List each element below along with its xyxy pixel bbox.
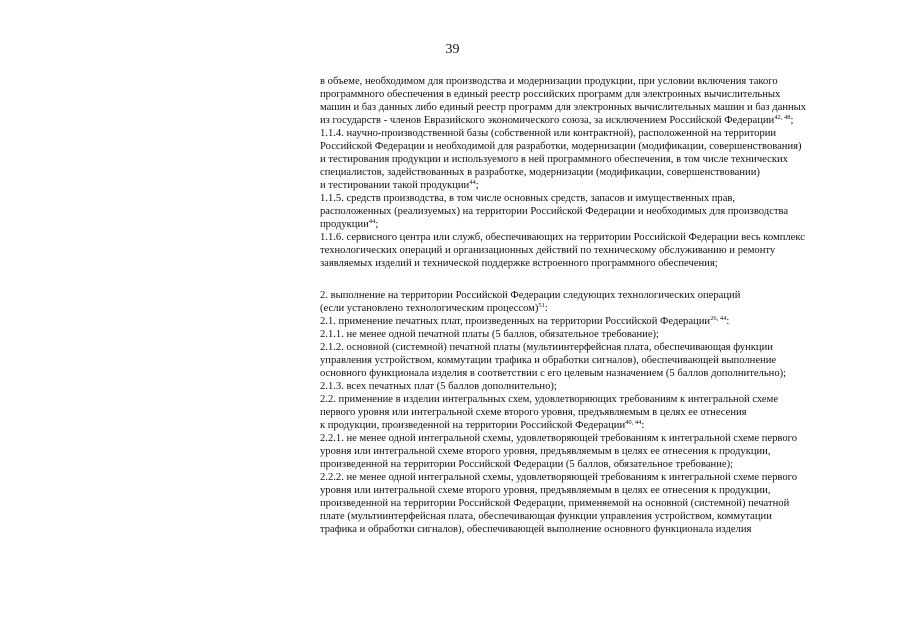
line-text: 2.2. применение в изделии интегральных схем, удовлетворяющих требованиям к интегральной схеме bbox=[320, 394, 779, 405]
line-text: расположенных (реализуемых) на территории Российской Федерации и необходимых для производства bbox=[320, 206, 789, 217]
line-text: уровня или интегральной схеме второго уровня, предъявляемым в целях ее отнесения к продукции, bbox=[320, 446, 771, 457]
document-body bbox=[320, 75, 880, 536]
line-text: машин и баз данных либо единый реестр программ для электронных вычислительных машин и баз данных bbox=[320, 102, 807, 113]
line-text: специалистов, задействованных в разработке, модернизации (модификации, совершенствовании) bbox=[320, 167, 760, 178]
text-line bbox=[320, 192, 880, 205]
line-text: Российской Федерации и необходимой для разработки, модернизации (модификации, совершенствования) bbox=[320, 141, 802, 152]
line-text: управления устройством, коммутации трафика и обработки сигналов), обеспечивающей выполнение bbox=[320, 355, 777, 366]
line-text: и тестирования продукции и используемого в ней программного обеспечения, в том числе технических bbox=[320, 154, 788, 165]
text-line bbox=[320, 231, 880, 244]
line-text: 2.1. применение печатных плат, произведенных на территории Российской Федерации bbox=[320, 316, 711, 327]
text-line bbox=[320, 153, 880, 166]
text-line bbox=[320, 88, 880, 101]
text-line bbox=[320, 205, 880, 218]
line-text: основного функционала изделия в соответствии с его целевым назначением (5 баллов дополнительно); bbox=[320, 368, 787, 379]
line-punctuation: : bbox=[544, 303, 548, 314]
line-text: 2.2.2. не менее одной интегральной схемы, удовлетворяющей требованиям к интегральной схеме первого bbox=[320, 472, 798, 483]
footnote-reference: 42, 48 bbox=[774, 114, 791, 121]
line-text: 2.1.3. всех печатных плат (5 баллов дополнительно); bbox=[320, 381, 557, 392]
line-text: заявляемых изделий и технической поддержке встроенного программного обеспечения; bbox=[320, 258, 718, 269]
text-line bbox=[320, 354, 880, 367]
text-line bbox=[320, 445, 880, 458]
text-line bbox=[320, 127, 880, 140]
text-line bbox=[320, 302, 880, 315]
footnote-reference: 44 bbox=[469, 179, 476, 186]
text-line bbox=[320, 166, 880, 179]
text-line bbox=[320, 328, 880, 341]
text-line bbox=[320, 140, 880, 153]
line-text: продукции bbox=[320, 219, 369, 230]
line-text: уровня или интегральной схеме второго уровня, предъявляемым в целях ее отнесения к продукции, bbox=[320, 485, 771, 496]
text-line bbox=[320, 510, 880, 523]
text-line bbox=[320, 367, 880, 380]
text-line bbox=[320, 244, 880, 257]
text-line bbox=[320, 497, 880, 510]
text-line bbox=[320, 432, 880, 445]
text-line bbox=[320, 75, 880, 88]
footnote-reference: 51 bbox=[538, 302, 545, 309]
line-text: плате (мультиинтерфейсная плата, обеспечивающая функции управления устройством, коммутации bbox=[320, 511, 772, 522]
line-text: технологических операций и организационных действий по техническому обслуживанию и ремонту bbox=[320, 245, 776, 256]
line-text: к продукции, произведенной на территории Российской Федерации bbox=[320, 420, 626, 431]
text-line bbox=[320, 471, 880, 484]
text-line bbox=[320, 101, 880, 114]
line-punctuation: ; bbox=[790, 115, 794, 126]
text-line bbox=[320, 289, 880, 302]
footnote-reference: 40, 44 bbox=[625, 419, 642, 426]
text-line bbox=[320, 114, 880, 127]
line-text: и тестировании такой продукции bbox=[320, 180, 470, 191]
line-text: произведенной на территории Российской Федерации, применяемой на основной (системной) печатной bbox=[320, 498, 790, 509]
text-line bbox=[320, 458, 880, 471]
line-text: трафика и обработки сигналов), обеспечивающей выполнение основного функционала изделия bbox=[320, 524, 752, 535]
paragraph-gap bbox=[320, 270, 880, 289]
line-text: 1.1.5. средств производства, в том числе основных средств, запасов и имущественных прав, bbox=[320, 193, 736, 204]
line-text: 1.1.6. сервисного центра или служб, обеспечивающих на территории Российской Федерации весь комплекс bbox=[320, 232, 805, 243]
text-line bbox=[320, 179, 880, 192]
line-text: (если установлено технологическим процессом) bbox=[320, 303, 539, 314]
text-line bbox=[320, 341, 880, 354]
footnote-reference: 26, 44 bbox=[710, 315, 727, 322]
line-punctuation: : bbox=[641, 420, 645, 431]
text-line bbox=[320, 218, 880, 231]
text-line bbox=[320, 484, 880, 497]
line-punctuation: ; bbox=[475, 180, 479, 191]
line-text: из государств - членов Евразийского экономического союза, за исключением Российской Федерации bbox=[320, 115, 775, 126]
line-punctuation: : bbox=[726, 316, 730, 327]
text-line bbox=[320, 257, 880, 270]
text-line bbox=[320, 380, 880, 393]
line-text: 2. выполнение на территории Российской Федерации следующих технологических операций bbox=[320, 290, 741, 301]
text-line bbox=[320, 393, 880, 406]
line-text: в объеме, необходимом для производства и модернизации продукции, при условии включения такого bbox=[320, 76, 778, 87]
line-text: программного обеспечения в единый реестр российских программ для электронных вычислительных bbox=[320, 89, 781, 100]
line-text: первого уровня или интегральной схеме второго уровня, предъявляемым в целях ее отнесения bbox=[320, 407, 747, 418]
text-line bbox=[320, 406, 880, 419]
footnote-reference: 44 bbox=[368, 218, 376, 225]
text-line bbox=[320, 315, 880, 328]
text-line bbox=[320, 523, 880, 536]
line-text: 2.2.1. не менее одной интегральной схемы, удовлетворяющей требованиям к интегральной схеме первого bbox=[320, 433, 798, 444]
line-punctuation: ; bbox=[375, 219, 379, 230]
line-text: 2.1.1. не менее одной печатной платы (5 баллов, обязательное требование); bbox=[320, 329, 660, 340]
line-text: произведенной на территории Российской Федерации (5 баллов, обязательное требование); bbox=[320, 459, 734, 470]
page-number: 39 bbox=[445, 42, 460, 57]
line-text: 1.1.4. научно-производственной базы (собственной или контрактной), расположенной на территории bbox=[320, 128, 777, 139]
text-line bbox=[320, 419, 880, 432]
line-text: 2.1.2. основной (системной) печатной платы (мультиинтерфейсная плата, обеспечивающая функции bbox=[320, 342, 773, 353]
